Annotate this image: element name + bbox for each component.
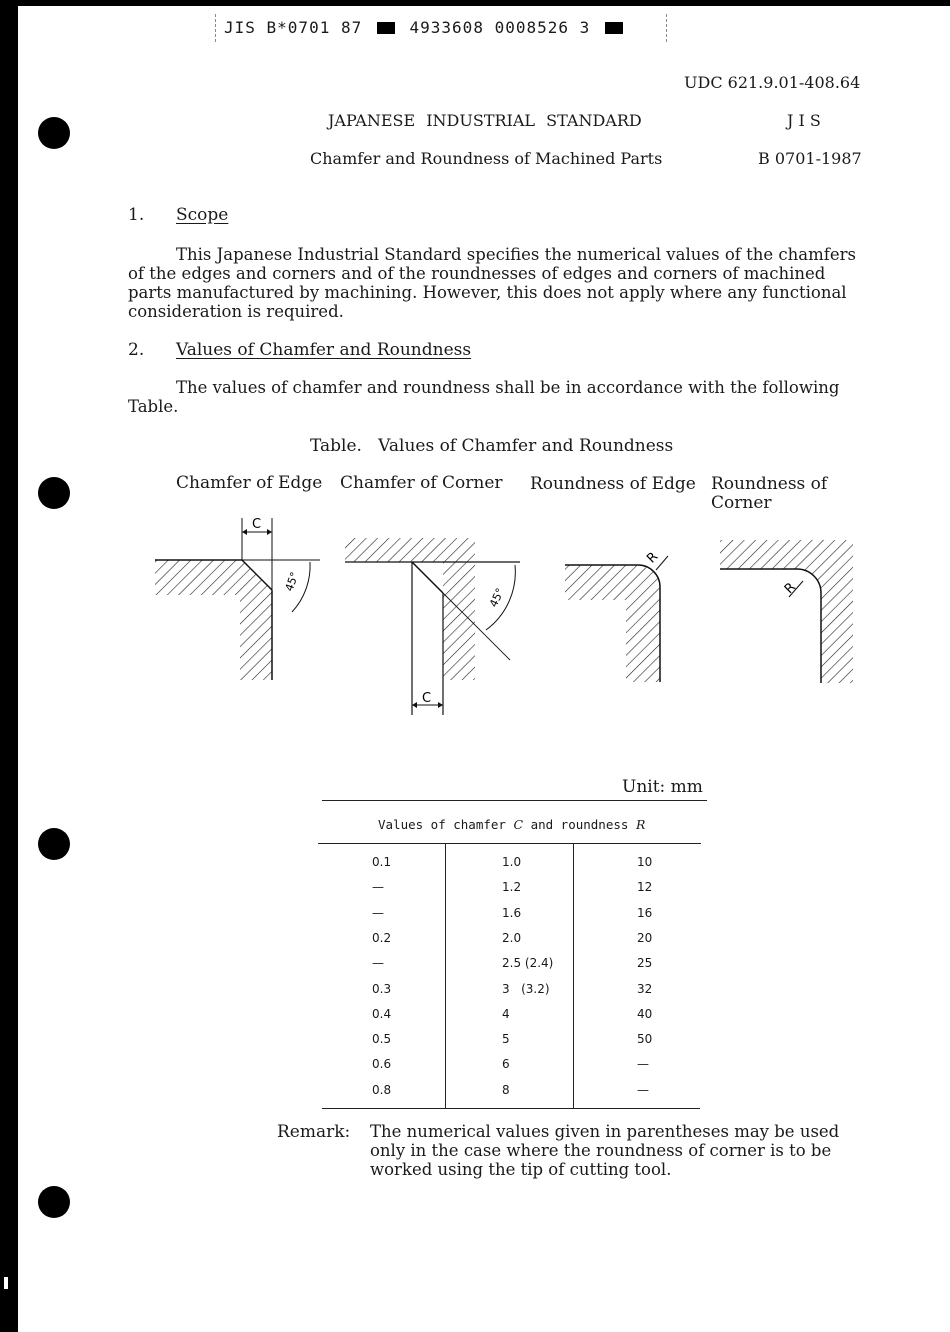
table-cell: 40 xyxy=(637,1006,653,1021)
label-chamfer-edge: Chamfer of Edge xyxy=(176,473,323,493)
section2-paragraph: The values of chamfer and roundness shall be in accordance with the following Table. xyxy=(128,378,840,416)
punch-hole xyxy=(38,477,70,509)
table-header-r: R xyxy=(635,817,646,832)
table-cell: 0.4 xyxy=(372,1006,392,1021)
remark-label: Remark: xyxy=(277,1122,351,1142)
table-cell: 1.0 xyxy=(502,855,522,869)
punch-hole xyxy=(38,1186,70,1218)
section2-body xyxy=(128,378,868,416)
table-cell: — xyxy=(637,1082,649,1097)
label-roundness-edge: Roundness of Edge xyxy=(530,474,696,494)
angle-label: 45° xyxy=(282,570,302,594)
section1-heading: Scope xyxy=(176,205,229,225)
chamfer-of-edge-diagram xyxy=(150,510,340,690)
c-label: C xyxy=(422,691,432,706)
table-cell: 5 xyxy=(502,1032,510,1047)
table-cell: — xyxy=(372,905,384,920)
document-title: Chamfer and Roundness of Machined Parts xyxy=(310,149,663,168)
table-caption: Table. Values of Chamfer and Roundness xyxy=(310,436,674,456)
table-cell: 20 xyxy=(637,930,653,945)
unit-label: Unit: mm xyxy=(622,777,703,797)
table-cell: 2.0 xyxy=(502,930,522,945)
table-header-rule xyxy=(318,843,701,844)
table-cell: 0.3 xyxy=(372,981,392,996)
table-cell: — xyxy=(637,1057,649,1072)
table-cell: 1.6 xyxy=(502,905,522,920)
table-cell: 32 xyxy=(637,981,653,996)
table-top-rule xyxy=(322,800,707,801)
table-cell: 0.2 xyxy=(372,930,392,945)
table-cell: 25 xyxy=(637,956,653,971)
section2-number: 2. xyxy=(128,340,145,360)
label-chamfer-corner: Chamfer of Corner xyxy=(340,473,503,493)
document-number: B 0701-1987 xyxy=(758,149,862,168)
c-label: C xyxy=(252,517,262,532)
header-code-part2: 4933608 0008526 3 xyxy=(409,18,591,37)
redaction-block xyxy=(377,22,395,34)
table-header-mid: and roundness xyxy=(523,817,636,832)
r-label: R xyxy=(644,549,662,567)
redaction-block xyxy=(605,22,623,34)
table-bottom-rule xyxy=(322,1108,700,1109)
table-cell: 16 xyxy=(637,905,653,920)
punch-hole xyxy=(38,117,70,149)
workpiece-hatch xyxy=(155,560,272,680)
chamfer-of-corner-diagram xyxy=(340,530,525,720)
scan-binding-edge xyxy=(0,0,18,1332)
table-cell: — xyxy=(372,956,384,971)
table-cell: — xyxy=(372,880,384,895)
table-cell: 4 xyxy=(502,1006,510,1021)
table-column-divider xyxy=(445,844,446,1108)
table-header-c: C xyxy=(513,817,524,832)
table-cell: 12 xyxy=(637,880,653,895)
standard-title: JAPANESE INDUSTRIAL STANDARD xyxy=(328,111,642,130)
scan-mark xyxy=(4,1277,8,1289)
table-header xyxy=(378,817,645,832)
table-header-prefix: Values of chamfer xyxy=(378,817,514,832)
table-cell: 6 xyxy=(502,1057,510,1072)
remark-text: The numerical values given in parentheses may be used only in the case where the roundness of corner is to be worked using the tip of cutting tool. xyxy=(370,1122,840,1179)
table-cell: 0.8 xyxy=(372,1082,392,1097)
table-cell: 0.5 xyxy=(372,1032,392,1047)
section1-paragraph: This Japanese Industrial Standard specifies the numerical values of the chamfers of the edges and corners and of the roundnesses of edges and corners of machined parts manufactured by machining. However, this does not apply where any functional consideration is required. xyxy=(128,245,856,321)
table-cell: 2.5 (2.4) xyxy=(502,956,554,971)
udc-number: UDC 621.9.01-408.64 xyxy=(684,73,861,92)
roundness-of-corner-diagram xyxy=(715,535,860,690)
section2-heading: Values of Chamfer and Roundness xyxy=(176,340,472,360)
table-cell: 8 xyxy=(502,1082,510,1097)
table-cell: 0.1 xyxy=(372,855,392,869)
section1-body xyxy=(128,245,868,321)
r-label: R xyxy=(781,579,799,597)
label-roundness-corner: Roundness of xyxy=(711,474,828,494)
section1-number: 1. xyxy=(128,205,145,225)
scan-top-edge xyxy=(18,0,950,6)
table-cell: 50 xyxy=(637,1032,653,1047)
table-cell: 0.6 xyxy=(372,1057,392,1072)
punch-hole xyxy=(38,828,70,860)
label-roundness-corner-line2: Corner xyxy=(711,493,772,513)
angle-label: 45° xyxy=(486,586,507,610)
table-column-divider xyxy=(573,844,574,1108)
table-cell: 3 (3.2) xyxy=(502,981,550,996)
jis-mark: J I S xyxy=(787,111,821,130)
table-cell: 10 xyxy=(637,855,653,869)
header-code-part1: JIS B*0701 87 xyxy=(224,18,363,37)
table-cell: 1.2 xyxy=(502,880,522,895)
roundness-of-edge-diagram xyxy=(560,540,680,690)
document-barcode-header xyxy=(215,14,667,42)
